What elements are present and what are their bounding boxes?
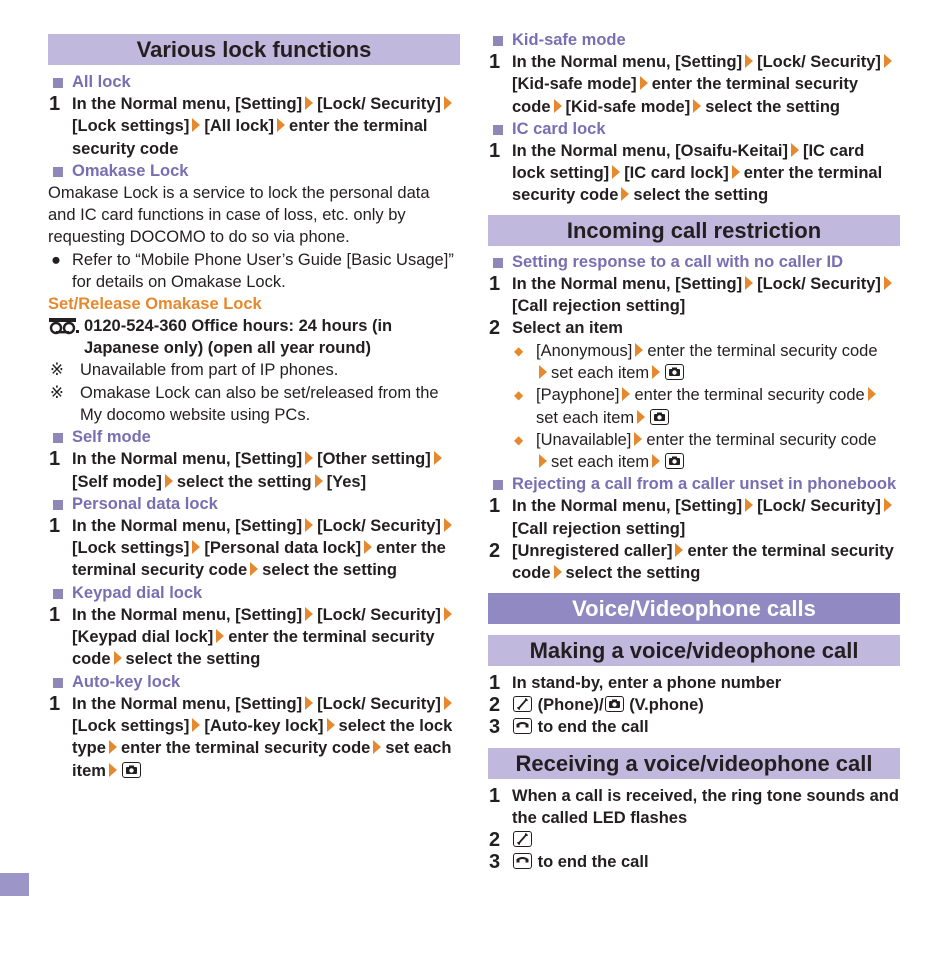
step-text: select the setting (176, 472, 312, 491)
step-text: [Kid-safe mode] (565, 97, 691, 116)
arrow-icon (305, 696, 313, 710)
step-number: 3 (489, 851, 501, 874)
title-receiving-call: Receiving a voice/videophone call (488, 748, 900, 779)
arrow-icon (652, 365, 660, 379)
note-text: Omakase Lock can also be set/released from the My docomo website using PCs. (80, 383, 439, 424)
step-text: [Call rejection setting] (512, 297, 686, 316)
step-text: (Phone)/ (537, 695, 604, 714)
heading-kid-safe: Kid-safe mode (488, 29, 900, 51)
step-text: [Lock/ Security] (317, 694, 441, 713)
step-text: [Lock settings] (72, 117, 190, 136)
page-edge-tab (0, 873, 29, 896)
step-text: [Lock/ Security] (317, 516, 441, 535)
step-number: 2 (489, 693, 501, 716)
step-keypad-dial-lock (48, 604, 460, 671)
set-release-heading: Set/Release Omakase Lock (48, 295, 262, 314)
option-anonymous (488, 340, 900, 385)
arrow-icon (315, 474, 323, 488)
arrow-icon (277, 118, 285, 132)
heading-personal-data-lock: Personal data lock (48, 493, 460, 515)
step-text: [Personal data lock] (204, 539, 362, 558)
step-number: 2 (489, 540, 501, 563)
bullet-mark: ● (51, 250, 61, 269)
heading-auto-key-lock: Auto-key lock (48, 671, 460, 693)
step-text: enter the terminal security code (72, 539, 446, 580)
step-number: 1 (49, 514, 61, 537)
step-text: [Unregistered caller] (512, 542, 673, 561)
end-key-icon (513, 718, 532, 734)
heading-all-lock: All lock (48, 71, 460, 93)
step-text: [Lock/ Security] (317, 95, 441, 113)
step-text: to end the call (537, 853, 649, 872)
step-text: [Lock settings] (72, 716, 190, 735)
step-text: Select an item (512, 319, 623, 338)
arrow-icon (640, 76, 648, 90)
arrow-icon (634, 432, 642, 446)
step-text: [Call rejection setting] (512, 519, 686, 538)
arrow-icon (364, 540, 372, 554)
camera-key-icon (605, 696, 624, 712)
step-text: [Kid-safe mode] (512, 75, 637, 94)
step-text: enter the terminal security code (512, 164, 883, 205)
step-text: [IC card lock setting] (512, 141, 865, 183)
option-text: set each item (551, 453, 650, 472)
step-text: to end the call (537, 718, 649, 737)
option-payphone (488, 384, 900, 429)
omakase-bullet (48, 249, 460, 294)
arrow-icon (434, 451, 442, 465)
heading-self-mode: Self mode (48, 426, 460, 448)
heading-no-caller-id: Setting response to a call with no caller ID (488, 251, 900, 273)
phone-text: 0120-524-360 Office hours: 24 hours (in Japanese only) (open all year round) (84, 317, 393, 358)
step-number: 1 (49, 93, 61, 115)
camera-key-icon (122, 762, 141, 778)
diamond-mark: ◆ (514, 432, 524, 447)
diamond-mark: ◆ (514, 388, 524, 403)
call-key-icon (513, 696, 532, 712)
step-text: In the Normal menu, [Setting] (72, 516, 303, 535)
step-self-mode (48, 448, 460, 493)
step-text: [Lock/ Security] (317, 605, 441, 624)
step-text: enter the terminal security code (72, 628, 435, 669)
step-text: [Self mode] (72, 472, 162, 491)
arrow-icon (884, 276, 892, 290)
step-number: 1 (489, 495, 501, 518)
step-text: select the setting (633, 186, 769, 205)
option-text: set each item (551, 363, 650, 382)
step-text: (V.phone) (629, 695, 704, 714)
arrow-icon (305, 96, 313, 110)
step-receiving-2 (488, 829, 900, 851)
note-mark: ※ (50, 383, 64, 402)
step-number: 2 (489, 829, 501, 852)
arrow-icon (444, 518, 452, 532)
step-number: 1 (489, 51, 501, 73)
option-text: enter the terminal security code (647, 341, 878, 360)
step-text: select the setting (565, 564, 701, 583)
step-text: In the Normal menu, [Setting] (512, 53, 743, 71)
step-number: 1 (489, 272, 501, 295)
camera-key-icon (665, 364, 684, 380)
heading-unset-caller: Rejecting a call from a caller unset in phonebook (488, 473, 900, 495)
step-text: [IC card lock] (624, 164, 729, 183)
arrow-icon (250, 562, 258, 576)
arrow-icon (109, 763, 117, 777)
arrow-icon (165, 474, 173, 488)
step-number: 2 (489, 317, 501, 340)
free-dial-line (48, 315, 460, 359)
step-number: 1 (489, 671, 501, 694)
step-number: 3 (489, 716, 501, 739)
bullet-text: Refer to “Mobile Phone User’s Guide [Basic Usage]” for details on Omakase Lock. (72, 250, 454, 292)
title-various-lock: Various lock functions (48, 34, 460, 65)
right-column (488, 29, 900, 874)
arrow-icon (745, 276, 753, 290)
arrow-icon (621, 187, 629, 201)
diamond-mark: ◆ (514, 343, 524, 358)
arrow-icon (693, 99, 701, 113)
step-text: When a call is received, the ring tone sounds and the called LED flashes (512, 786, 899, 827)
arrow-icon (652, 454, 660, 468)
step-making-2 (488, 694, 900, 716)
arrow-icon (554, 565, 562, 579)
note-ip-phones (48, 359, 460, 381)
step-text: In the Normal menu, [Setting] (512, 497, 743, 516)
step-text: enter the terminal security code (72, 117, 428, 158)
step-text: select the setting (125, 650, 261, 669)
step-unset-2 (488, 540, 900, 585)
option-unavailable (488, 429, 900, 474)
step-text: [Keypad dial lock] (72, 628, 214, 647)
step-all-lock (48, 93, 460, 160)
arrow-icon (612, 165, 620, 179)
arrow-icon (539, 454, 547, 468)
camera-key-icon (650, 409, 669, 425)
heading-ic-card-lock: IC card lock (488, 118, 900, 140)
arrow-icon (444, 696, 452, 710)
step-number: 1 (489, 784, 501, 807)
arrow-icon (745, 498, 753, 512)
step-text: [Lock settings] (72, 539, 190, 558)
step-kid-safe (488, 51, 900, 118)
call-key-icon (513, 831, 532, 847)
option-text: [Anonymous] (536, 341, 633, 360)
step-no-caller-1 (488, 273, 900, 318)
arrow-icon (539, 365, 547, 379)
step-auto-key-lock (48, 693, 460, 782)
note-mark: ※ (50, 361, 64, 380)
step-text: set each item (72, 739, 452, 780)
arrow-icon (216, 629, 224, 643)
arrow-icon (327, 718, 335, 732)
omakase-description: Omakase Lock is a service to lock the personal data and IC card functions in case of loss, etc. only by requesting DOCOMO to do so via phone. (48, 183, 430, 247)
arrow-icon (622, 387, 630, 401)
arrow-icon (637, 410, 645, 424)
step-text: select the setting (705, 97, 840, 116)
note-text: Unavailable from part of IP phones. (80, 361, 339, 380)
step-number: 1 (489, 139, 501, 162)
note-my-docomo (48, 382, 460, 427)
title-making-call: Making a voice/videophone call (488, 635, 900, 666)
option-text: enter the terminal security code (634, 386, 865, 405)
step-text: [Auto-key lock] (204, 716, 324, 735)
arrow-icon (732, 165, 740, 179)
step-ic-card-lock (488, 140, 900, 207)
arrow-icon (554, 99, 562, 113)
step-text: select the lock type (72, 716, 453, 758)
option-text: enter the terminal security code (646, 430, 877, 449)
arrow-icon (444, 607, 452, 621)
step-text: enter the terminal security code (120, 739, 371, 758)
arrow-icon (305, 451, 313, 465)
step-receiving-3 (488, 851, 900, 873)
step-text: [Lock/ Security] (757, 497, 881, 516)
step-text: In the Normal menu, [Setting] (512, 274, 743, 293)
arrow-icon (114, 651, 122, 665)
heading-omakase: Omakase Lock (48, 160, 460, 182)
arrow-icon (373, 740, 381, 754)
step-receiving-1 (488, 785, 900, 830)
arrow-icon (444, 96, 452, 110)
camera-key-icon (665, 453, 684, 469)
arrow-icon (635, 343, 643, 357)
arrow-icon (675, 543, 683, 557)
step-text: In the Normal menu, [Osaifu-Keitai] (512, 141, 788, 160)
left-column (48, 34, 460, 782)
arrow-icon (745, 54, 753, 68)
step-text: In stand-by, enter a phone number (512, 673, 782, 692)
free-dial-icon (49, 318, 79, 341)
option-text: [Payphone] (536, 386, 620, 405)
step-text: [All lock] (204, 117, 275, 136)
heading-keypad-dial-lock: Keypad dial lock (48, 582, 460, 604)
step-number: 1 (49, 692, 61, 715)
arrow-icon (305, 607, 313, 621)
arrow-icon (884, 498, 892, 512)
step-text: In the Normal menu, [Setting] (72, 605, 303, 624)
title-incoming-call-restriction: Incoming call restriction (488, 215, 900, 246)
step-text: [Yes] (326, 472, 367, 491)
title-voice-videophone-calls: Voice/Videophone calls (488, 593, 900, 624)
arrow-icon (109, 740, 117, 754)
step-making-3 (488, 716, 900, 738)
step-text: In the Normal menu, [Setting] (72, 95, 303, 113)
arrow-icon (192, 718, 200, 732)
step-making-1 (488, 672, 900, 694)
step-no-caller-2 (488, 317, 900, 339)
step-text: [Other setting] (317, 450, 431, 469)
step-number: 1 (49, 448, 61, 471)
arrow-icon (884, 54, 892, 68)
option-text: [Unavailable] (536, 430, 632, 449)
arrow-icon (305, 518, 313, 532)
step-number: 1 (49, 603, 61, 626)
step-text: enter the terminal security code (512, 542, 894, 583)
arrow-icon (192, 118, 200, 132)
step-unset-1 (488, 495, 900, 540)
step-text: [Lock/ Security] (757, 53, 881, 71)
step-text: select the setting (262, 561, 397, 580)
option-text: set each item (536, 408, 635, 427)
step-text: [Lock/ Security] (757, 274, 881, 293)
step-text: In the Normal menu, [Setting] (72, 694, 303, 713)
end-key-icon (513, 853, 532, 869)
arrow-icon (791, 143, 799, 157)
step-text: enter the terminal security code (512, 75, 859, 116)
arrow-icon (868, 387, 876, 401)
arrow-icon (192, 540, 200, 554)
step-text: In the Normal menu, [Setting] (72, 450, 303, 469)
step-personal-data-lock (48, 515, 460, 582)
